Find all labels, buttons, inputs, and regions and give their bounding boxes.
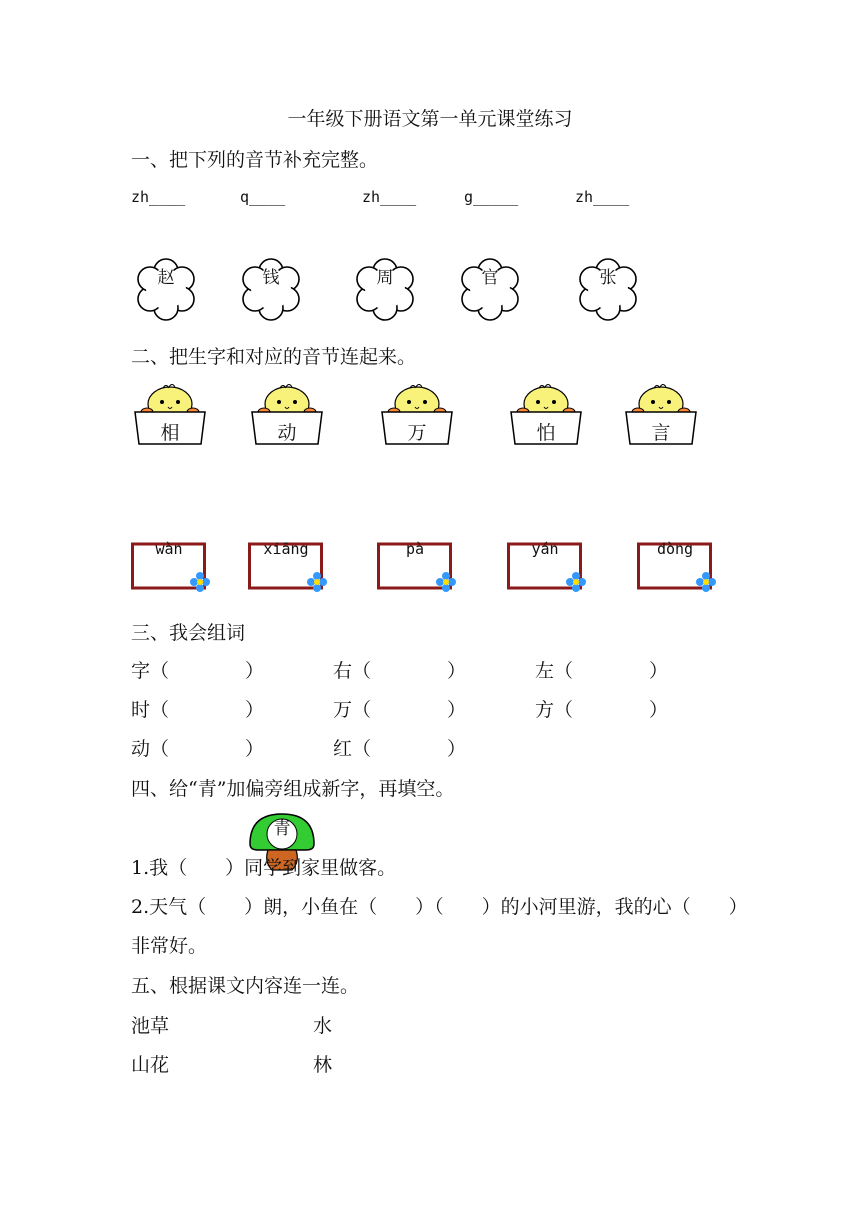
chick-char-box-3[interactable]: [380, 382, 454, 446]
fill-sentence-2[interactable]: 2.天气（ ）朗，小鱼在（ ）（ ）的小河里游，我的心（ ）: [131, 896, 748, 918]
pinyin-box-5[interactable]: [637, 542, 725, 594]
chick-char-label: 言: [651, 422, 671, 444]
word-blank[interactable]: 红（ ）: [333, 738, 467, 760]
chick-char-box-5[interactable]: [624, 382, 698, 446]
chick-char-box-4[interactable]: [509, 382, 583, 446]
chick-char-box-2[interactable]: [250, 382, 324, 446]
word-blank[interactable]: 万（ ）: [333, 699, 467, 721]
match-right-2[interactable]: 林: [313, 1054, 333, 1076]
flower-char-label: 周: [376, 268, 394, 288]
match-left-1[interactable]: 池草: [131, 1015, 170, 1037]
flower-char-label: 钱: [262, 268, 280, 288]
syllable-blank-3[interactable]: zh____: [362, 188, 417, 206]
word-blank[interactable]: 右（ ）: [333, 660, 467, 682]
word-blank[interactable]: 时（ ）: [131, 699, 265, 721]
section1-heading: 一、把下列的音节补充完整。: [131, 149, 379, 171]
pinyin-label: pà: [405, 540, 425, 558]
pinyin-label: yán: [531, 540, 559, 558]
match-left-2[interactable]: 山花: [131, 1054, 170, 1076]
fill-sentence-2-continued: 非常好。: [131, 935, 208, 957]
word-blank[interactable]: 左（ ）: [535, 660, 669, 682]
pinyin-box-4[interactable]: [507, 542, 595, 594]
pinyin-box-3[interactable]: [377, 542, 465, 594]
flower-char-label: 官: [481, 268, 499, 288]
fill-sentence-1[interactable]: 1.我（ ）同学到家里做客。: [131, 857, 397, 879]
chick-char-label: 相: [160, 422, 180, 444]
match-right-1[interactable]: 水: [313, 1015, 333, 1037]
syllable-blank-4[interactable]: g_____: [464, 188, 519, 206]
word-blank[interactable]: 动（ ）: [131, 738, 265, 760]
flower-char-5: [575, 257, 641, 323]
flower-char-2: [238, 257, 304, 323]
section4-heading: 四、给“青”加偏旁组成新字，再填空。: [131, 778, 455, 800]
pinyin-label: wàn: [155, 540, 183, 558]
flower-char-label: 张: [599, 268, 617, 288]
mushroom-char: 青: [273, 819, 291, 839]
section3-heading: 三、我会组词: [131, 622, 246, 644]
chick-char-label: 万: [407, 422, 427, 444]
flower-char-1: [133, 257, 199, 323]
chick-char-label: 动: [277, 422, 297, 444]
page-title: 一年级下册语文第一单元课堂练习: [287, 108, 573, 130]
flower-char-3: [352, 257, 418, 323]
pinyin-box-1[interactable]: [131, 542, 219, 594]
syllable-blank-5[interactable]: zh____: [575, 188, 630, 206]
pinyin-box-2[interactable]: [248, 542, 336, 594]
chick-char-label: 怕: [536, 422, 556, 444]
syllable-blank-1[interactable]: zh____: [131, 188, 186, 206]
flower-char-4: [457, 257, 523, 323]
section5-heading: 五、根据课文内容连一连。: [131, 975, 360, 997]
word-blank[interactable]: 字（ ）: [131, 660, 265, 682]
section2-heading: 二、把生字和对应的音节连起来。: [131, 346, 417, 368]
chick-char-box-1[interactable]: [133, 382, 207, 446]
flower-char-label: 赵: [157, 268, 175, 288]
word-blank[interactable]: 方（ ）: [535, 699, 669, 721]
syllable-blank-2[interactable]: q____: [240, 188, 286, 206]
pinyin-label: xiāng: [263, 540, 309, 558]
pinyin-label: dòng: [656, 540, 694, 558]
